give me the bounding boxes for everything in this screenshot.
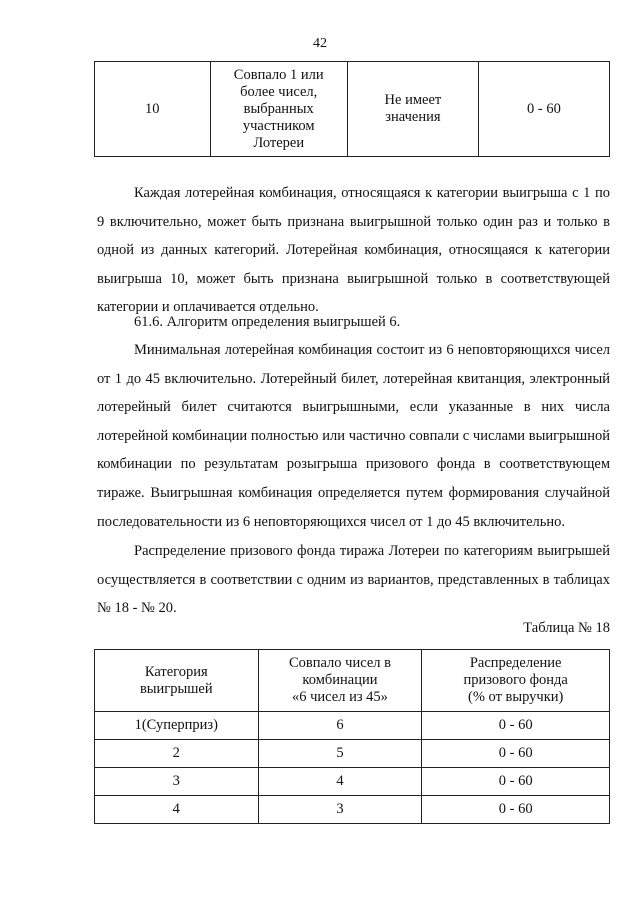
table-caption: Таблица № 18 bbox=[523, 620, 610, 636]
table-row bbox=[95, 62, 610, 157]
section-heading: 61.6. Алгоритм определения выигрышей 6. bbox=[134, 314, 401, 330]
category-cell: 4 bbox=[95, 796, 259, 824]
header-share: Распределение призового фонда (% от выручки) bbox=[422, 650, 610, 712]
paragraph-winning-rules: Каждая лотерейная комбинация, относящаяся к категории выигрыша с 1 по 9 включительно, может быть признана выигрышной только один раз и только в одной из данных категорий. Лотерейная комбинация, относящаяся к категории выигрыша 10, может быть признана выигрышной только в соответствующей категории и оплачивается отдельно. bbox=[97, 185, 610, 316]
share-cell: 0 - 60 bbox=[422, 712, 610, 740]
category-cell: 3 bbox=[95, 768, 259, 796]
header-category: Категория выигрышей bbox=[95, 650, 259, 712]
share-cell: 0 - 60 bbox=[422, 796, 610, 824]
continued-prize-table bbox=[94, 61, 610, 157]
share-cell: 0 - 60 bbox=[422, 740, 610, 768]
page-number: 42 bbox=[313, 36, 327, 51]
share-cell: 0 - 60 bbox=[422, 768, 610, 796]
combination-cell: Не имеет значения bbox=[347, 62, 478, 157]
matched-cell: 5 bbox=[258, 740, 422, 768]
table-header-row bbox=[95, 650, 610, 712]
share-cell: 0 - 60 bbox=[478, 62, 609, 157]
paragraph-distribution: Распределение призового фонда тиража Лотереи по категориям выигрышей осуществляется в соответствии с одним из вариантов, представленных в таблицах № 18 - № 20. bbox=[97, 543, 610, 617]
paragraph-algorithm: Минимальная лотерейная комбинация состоит из 6 неповторяющихся чисел от 1 до 45 включительно. Лотерейный билет, лотерейная квитанция, электронный лотерейный билет считаются выигрышными, если указанные в них числа лотерейной комбинации полностью или частично совпали с числами выигрышной комбинации по результатам розыгрыша призового фонда в соответствующем тираже. Выигрышная комбинация определяется путем формирования случайной последовательности из 6 неповторяющихся чисел от 1 до 45 включительно. bbox=[97, 342, 610, 530]
matched-cell: 6 bbox=[258, 712, 422, 740]
category-cell: 10 bbox=[95, 62, 211, 157]
category-cell: 1(Суперприз) bbox=[95, 712, 259, 740]
table-row bbox=[95, 740, 610, 768]
table-row bbox=[95, 796, 610, 824]
table-row bbox=[95, 712, 610, 740]
matched-cell: 3 bbox=[258, 796, 422, 824]
header-matched: Совпало чисел в комбинации «6 чисел из 45» bbox=[258, 650, 422, 712]
category-cell: 2 bbox=[95, 740, 259, 768]
matched-cell: 4 bbox=[258, 768, 422, 796]
prize-distribution-table bbox=[94, 649, 610, 824]
table-row bbox=[95, 768, 610, 796]
match-cell: Совпало 1 или более чисел, выбранных участником Лотереи bbox=[210, 62, 347, 157]
